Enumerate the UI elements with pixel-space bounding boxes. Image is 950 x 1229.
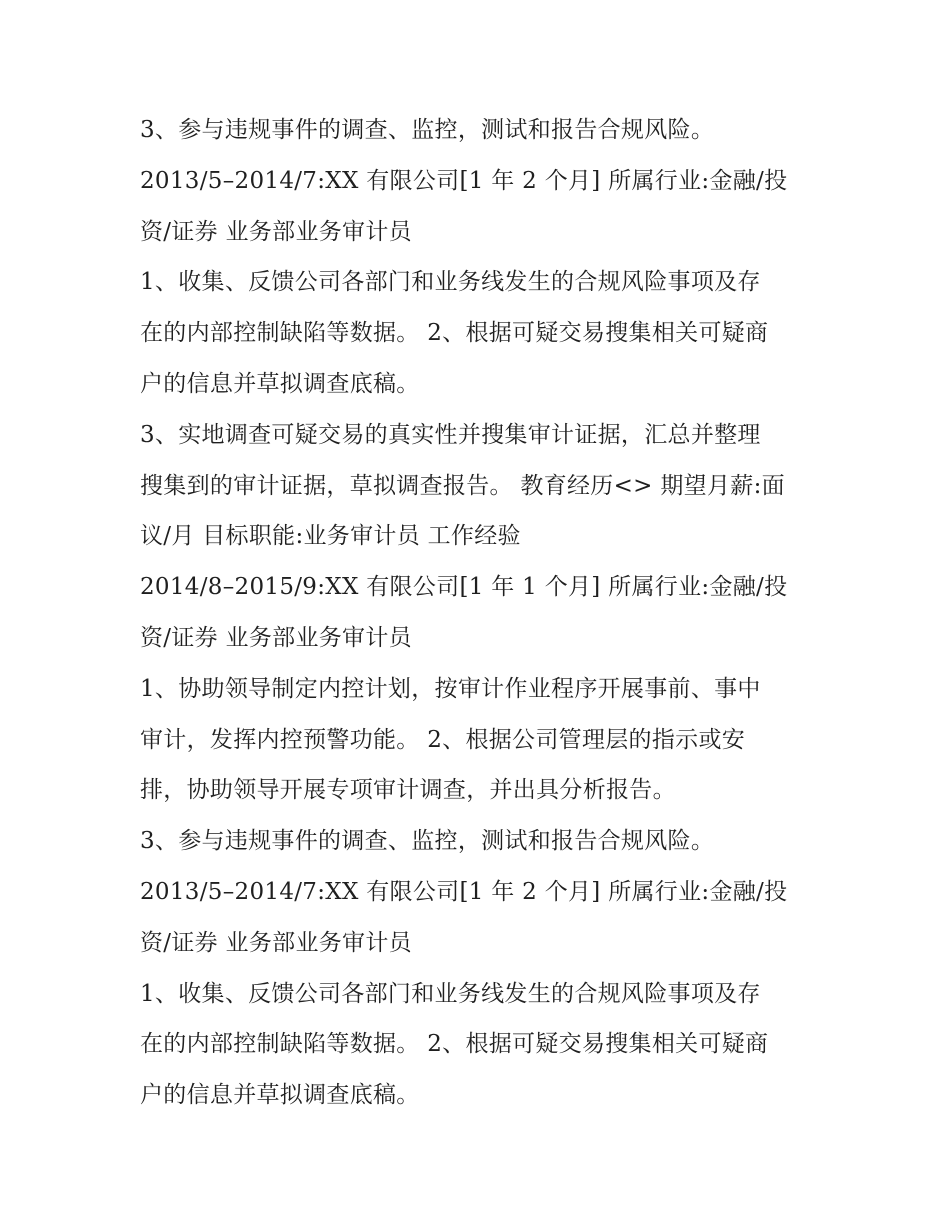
text-line: 2013/5–2014/7:XX 有限公司[1 年 2 个月] 所属行业:金融/投 bbox=[140, 878, 788, 905]
text-line: 议/月 目标职能:业务审计员 工作经验 bbox=[140, 523, 521, 550]
text-line: 资/证券 业务部业务审计员 bbox=[140, 929, 412, 956]
text-line: 资/证券 业务部业务审计员 bbox=[140, 624, 412, 651]
text-line: 1、收集、反馈公司各部门和业务线发生的合规风险事项及存 bbox=[140, 980, 761, 1007]
text-line: 在的内部控制缺陷等数据。 2、根据可疑交易搜集相关可疑商 bbox=[140, 1031, 769, 1058]
document-page bbox=[140, 105, 820, 1121]
text-line: 3、参与违规事件的调查、监控，测试和报告合规风险。 bbox=[140, 117, 715, 143]
text-line: 资/证券 业务部业务审计员 bbox=[140, 218, 412, 245]
text-line: 排，协助领导开展专项审计调查，并出具分析报告。 bbox=[140, 777, 676, 804]
text-line: 1、收集、反馈公司各部门和业务线发生的合规风险事项及存 bbox=[140, 269, 761, 296]
text-line: 3、实地调查可疑交易的真实性并搜集审计证据，汇总并整理 bbox=[140, 421, 761, 448]
text-line: 3、参与违规事件的调查、监控，测试和报告合规风险。 bbox=[140, 828, 715, 855]
text-line: 2014/8–2015/9:XX 有限公司[1 年 1 个月] 所属行业:金融/投 bbox=[140, 574, 788, 601]
text-line: 审计，发挥内控预警功能。 2、根据公司管理层的指示或安 bbox=[140, 726, 746, 753]
text-line: 2013/5–2014/7:XX 有限公司[1 年 2 个月] 所属行业:金融/投 bbox=[140, 167, 788, 194]
text-line: 户的信息并草拟调查底稿。 bbox=[140, 370, 420, 397]
text-line: 搜集到的审计证据，草拟调查报告。 教育经历<> 期望月薪:面 bbox=[140, 472, 785, 499]
text-line: 1、协助领导制定内控计划，按审计作业程序开展事前、事中 bbox=[140, 675, 761, 702]
text-line: 户的信息并草拟调查底稿。 bbox=[140, 1082, 420, 1109]
text-line: 在的内部控制缺陷等数据。 2、根据可疑交易搜集相关可疑商 bbox=[140, 320, 769, 347]
